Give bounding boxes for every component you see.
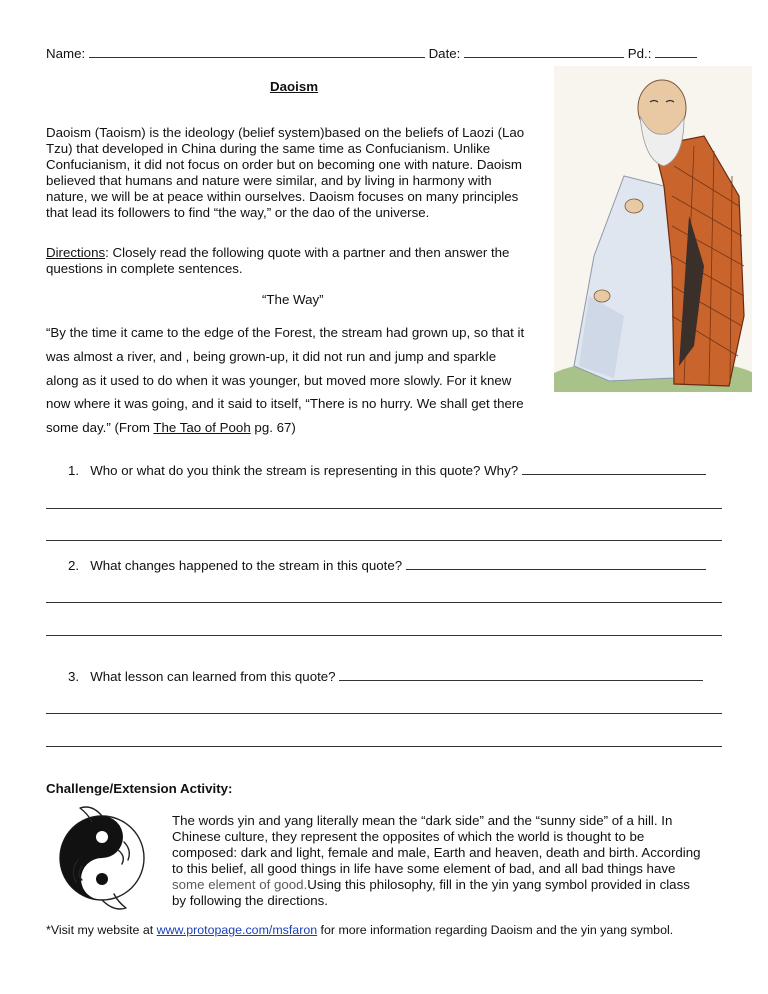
challenge-line-5-black: Using this philosophy, fill in the yin yang symbol provided in class [307, 877, 690, 892]
yin-yang-fish-illustration [52, 800, 152, 918]
answer-line-1b[interactable] [46, 540, 722, 541]
quote-line-1: “By the time it came to the edge of the Forest, the stream had grown up, so that it [46, 325, 525, 340]
book-title: The Tao of Pooh [153, 420, 251, 435]
intro-line-1: Daoism (Taoism) is the ideology (belief system)based on the beliefs of Laozi (Lao [46, 125, 525, 140]
website-link[interactable]: www.protopage.com/msfaron [156, 923, 318, 937]
directions-text: : Closely read the following quote with a partner and then answer the [105, 245, 510, 260]
name-label: Name: [46, 46, 86, 61]
question-2-text: What changes happened to the stream in this quote? [90, 558, 403, 573]
intro-line-2: Tzu) that developed in China during the same time as Confucianism. Unlike [46, 141, 491, 156]
directions-line-1 [46, 245, 509, 261]
answer-line-2a[interactable] [46, 602, 722, 603]
question-1-number: 1. [68, 463, 80, 478]
question-3-number: 3. [68, 669, 80, 684]
intro-line-6: that lead its followers to find “the way,” or the dao of the universe. [46, 205, 430, 220]
intro-line-3: Confucianism, it did not focus on order but on becoming one with nature. Daoism [46, 157, 522, 172]
quote-line-5 [46, 420, 296, 436]
dark-fish-eye [96, 831, 108, 843]
challenge-line-2: Chinese culture, they represent the opposites of which the world is thought to be [172, 829, 645, 844]
directions-line-2: questions in complete sentences. [46, 261, 243, 276]
question-3-text: What lesson can learned from this quote? [90, 669, 336, 684]
question-3-blank[interactable] [339, 669, 703, 681]
answer-line-1a[interactable] [46, 508, 722, 509]
footer-prefix: *Visit my website at [46, 923, 157, 937]
directions-label: Directions [46, 245, 106, 260]
answer-line-3b[interactable] [46, 746, 722, 747]
lower-hand [594, 290, 610, 302]
quote-line-3: along as it used to do when it was younger, but moved more slowly. For it knew [46, 373, 512, 388]
question-1-blank[interactable] [522, 463, 706, 475]
quote-line-4: now where it was going, and it said to itself, “There is no hurry. We shall get there [46, 396, 524, 411]
footer-suffix: for more information regarding Daoism and the yin yang symbol. [317, 923, 674, 937]
challenge-line-5 [172, 877, 690, 893]
light-fish-tail [102, 894, 126, 909]
laozi-illustration [554, 66, 752, 392]
quote-line-2: was almost a river, and , being grown-up, it did not run and jump and sparkle [46, 349, 497, 364]
pd-blank[interactable] [655, 46, 697, 58]
question-1 [68, 463, 706, 478]
footer-note [46, 923, 673, 939]
challenge-line-6: by following the directions. [172, 893, 328, 908]
header-line [46, 46, 697, 62]
raised-hand [625, 199, 643, 213]
answer-line-3a[interactable] [46, 713, 722, 714]
date-label: Date: [428, 46, 461, 61]
quote-last-suffix: pg. 67) [250, 420, 296, 435]
pd-label: Pd.: [627, 46, 652, 61]
challenge-line-4: to this belief, all good things in life have some element of bad, and all bad things have [172, 861, 676, 876]
answer-line-2b[interactable] [46, 635, 722, 636]
page-title: Daoism [270, 79, 319, 94]
date-blank[interactable] [464, 46, 624, 58]
light-fish-eye [96, 873, 108, 885]
challenge-heading: Challenge/Extension Activity: [46, 781, 233, 796]
question-1-text: Who or what do you think the stream is representing in this quote? Why? [90, 463, 519, 478]
question-2-number: 2. [68, 558, 80, 573]
quote-title: “The Way” [262, 292, 324, 307]
challenge-line-1: The words yin and yang literally mean the “dark side” and the “sunny side” of a hill. In [172, 813, 673, 828]
quote-last-prefix: some day.” (From [46, 420, 154, 435]
question-2-blank[interactable] [406, 558, 706, 570]
challenge-line-3: composed: dark and light, female and male, Earth and heaven, death and birth. According [172, 845, 701, 860]
challenge-line-5-gray: some element of good. [172, 877, 308, 892]
intro-line-4: believed that humans and nature were similar, and by living in harmony with [46, 173, 492, 188]
question-2 [68, 558, 706, 573]
intro-line-5: nature, we will be at peace within ourselves. Daoism focuses on many principles [46, 189, 519, 204]
name-blank[interactable] [89, 46, 425, 58]
question-3 [68, 669, 703, 684]
yin-dark-fish [60, 816, 123, 900]
